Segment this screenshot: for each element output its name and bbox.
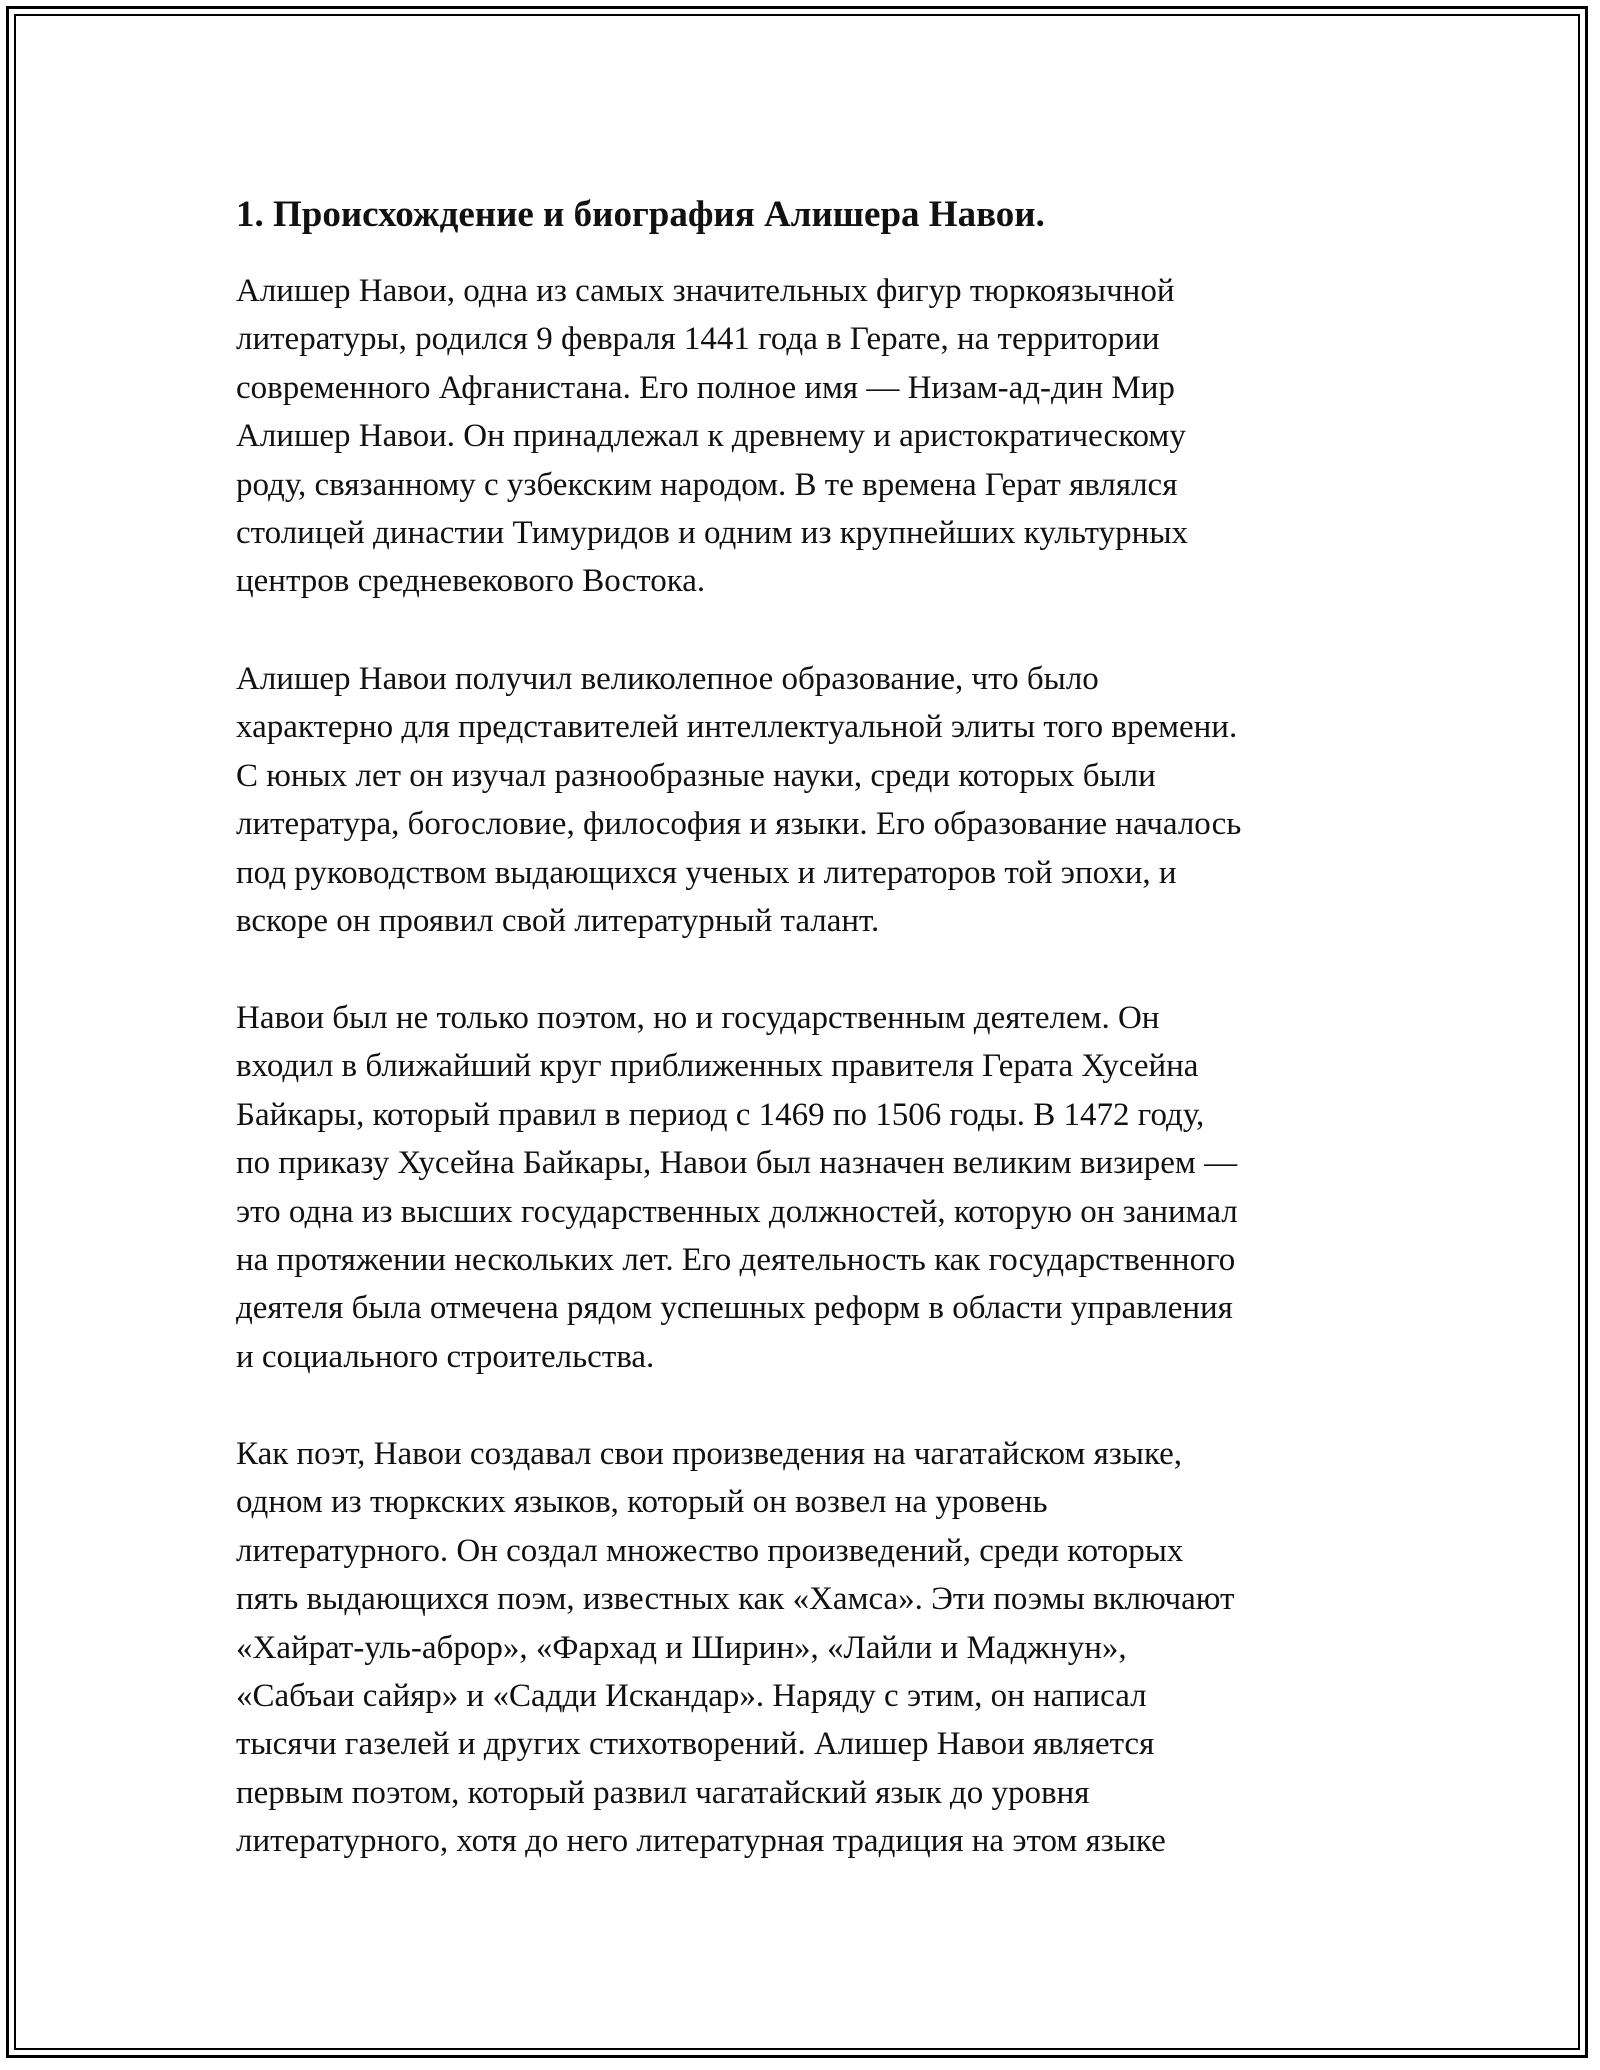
paragraph-line: «Хайрат-уль-аброр», «Фархад и Ширин», «Лайли и Маджнун»,	[236, 1629, 1127, 1666]
paragraph-line: пять выдающихся поэм, известных как «Хамса». Эти поэмы включают	[236, 1581, 1235, 1618]
paragraph-line: Как поэт, Навои создавал свои произведения на чагатайском языке,	[236, 1436, 1183, 1472]
paragraph-line: тысячи газелей и других стихотворений. Алишер Навои является	[236, 1726, 1155, 1763]
paragraph-poet	[236, 1430, 1234, 1866]
paragraph-line: Навои был не только поэтом, но и государственным деятелем. Он	[236, 1000, 1160, 1036]
section-heading: 1. Происхождение и биография Алишера Навои.	[236, 194, 1045, 235]
paragraph-line: это одна из высших государственных должностей, которую он занимал	[236, 1193, 1238, 1230]
paragraph-line: первым поэтом, который развил чагатайский язык до уровня	[236, 1774, 1090, 1811]
paragraph-line: литературного. Он создал множество произведений, среди которых	[236, 1532, 1184, 1569]
paragraph-line: С юных лет он изучал разнообразные науки, среди которых были	[236, 757, 1156, 794]
paragraph-line: современного Афганистана. Его полное имя — Низам-ад-дин Мир	[236, 369, 1175, 406]
paragraph-line: Алишер Навои, одна из самых значительных фигур тюркоязычной	[236, 273, 1175, 309]
paragraph-line: роду, связанному с узбекским народом. В те времена Герат являлся	[236, 466, 1178, 503]
paragraph-line: на протяжении нескольких лет. Его деятельность как государственного	[236, 1242, 1236, 1279]
paragraph-line: одном из тюркских языков, который он возвел на уровень	[236, 1484, 1048, 1521]
paragraph-line: деятеля была отмечена рядом успешных реформ в области управления	[236, 1290, 1233, 1327]
paragraph-line: литература, богословие, философия и языки. Его образование началось	[236, 806, 1242, 843]
paragraph-line: центров средневекового Востока.	[236, 563, 706, 600]
paragraph-line: по приказу Хусейна Байкары, Навои был назначен великим визирем —	[236, 1145, 1238, 1182]
paragraph-line: литературного, хотя до него литературная традиция на этом языке	[236, 1823, 1166, 1860]
paragraph-line: Байкары, который правил в период с 1469 по 1506 годы. В 1472 году,	[236, 1096, 1205, 1133]
paragraph-line: вскоре он проявил свой литературный талант.	[236, 903, 880, 940]
paragraph-line: входил в ближайший круг приближенных правителя Герата Хусейна	[236, 1048, 1199, 1085]
paragraph-line: «Сабъаи сайяр» и «Садди Искандар». Наряду с этим, он написал	[236, 1678, 1147, 1715]
paragraph-education	[236, 655, 1241, 945]
paragraph-line: литературы, родился 9 февраля 1441 года в Герате, на территории	[236, 321, 1160, 358]
paragraph-line: и социального строительства.	[236, 1338, 655, 1375]
paragraph-line: под руководством выдающихся ученых и литераторов той эпохи, и	[236, 854, 1177, 891]
paragraph-line: столицей династии Тимуридов и одним из крупнейших культурных	[236, 515, 1188, 552]
paragraph-line: Алишер Навои. Он принадлежал к древнему и аристократическому	[236, 418, 1186, 455]
paragraph-line: характерно для представителей интеллектуальной элиты того времени.	[236, 709, 1238, 746]
paragraph-statesman	[236, 994, 1238, 1381]
paragraph-origin	[236, 267, 1188, 606]
paragraph-line: Алишер Навои получил великолепное образование, что было	[236, 661, 1099, 697]
